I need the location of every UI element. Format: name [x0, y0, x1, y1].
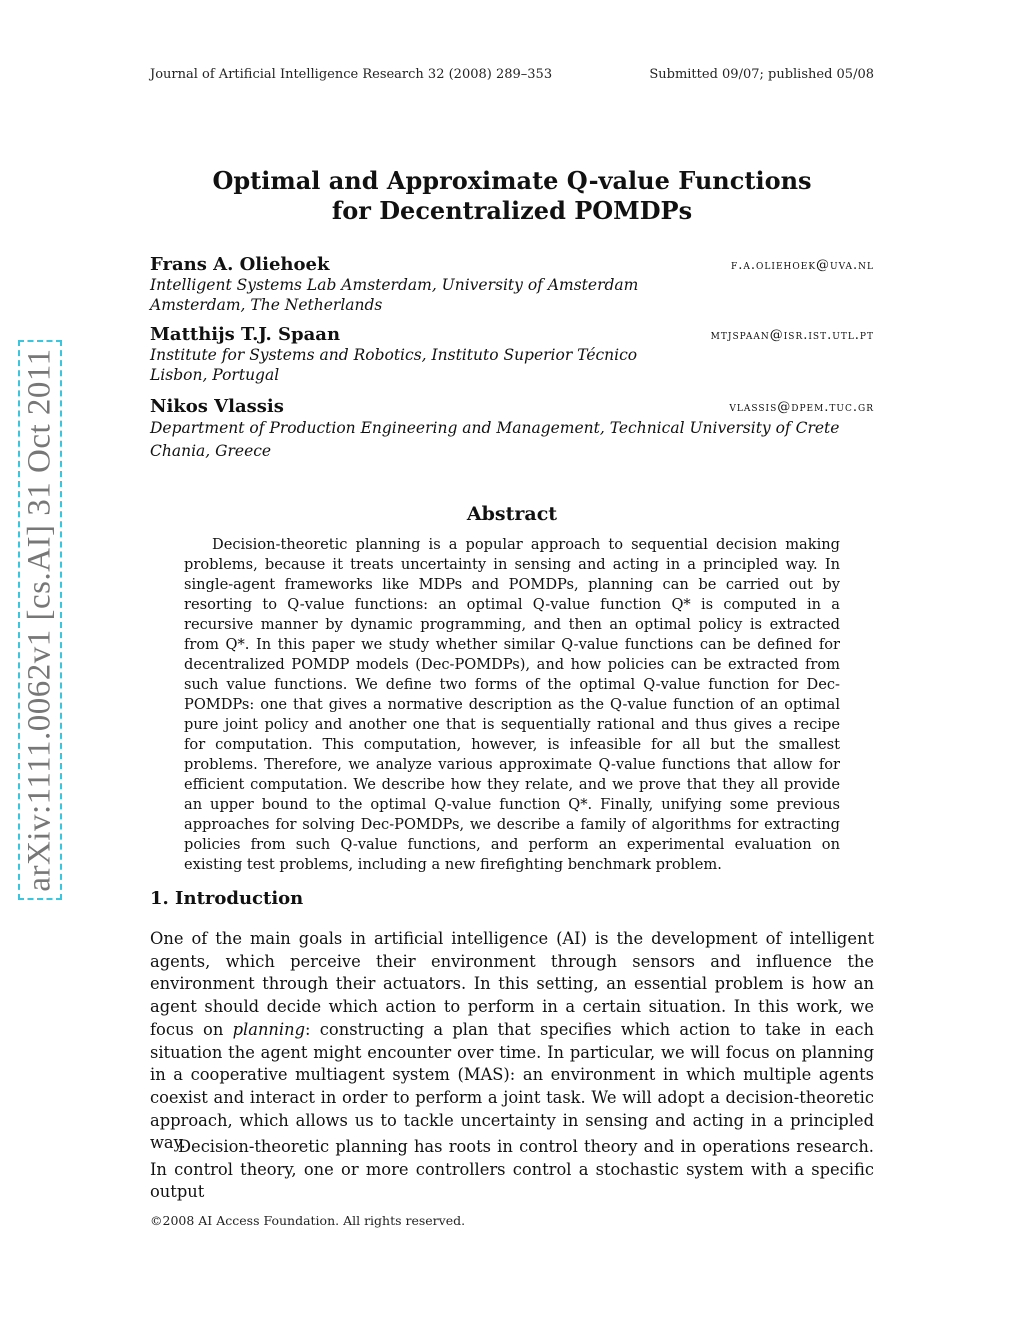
- arxiv-stamp-text: arXiv:1111.0062v1 [cs.AI] 31 Oct 2011: [21, 348, 58, 892]
- author-email[interactable]: f.a.oliehoek@uva.nl: [731, 258, 874, 273]
- author-name: Frans A. Oliehoek: [150, 254, 330, 275]
- author-location: Amsterdam, The Netherlands: [150, 296, 383, 314]
- title-line-1: Optimal and Approximate Q-value Functions: [212, 166, 812, 195]
- author-email[interactable]: vlassis@dpem.tuc.gr: [729, 400, 874, 415]
- author-location: Chania, Greece: [150, 442, 272, 460]
- section-heading-introduction: 1. Introduction: [150, 888, 304, 909]
- author-email[interactable]: mtjspaan@isr.ist.utl.pt: [710, 328, 874, 343]
- author-block: [150, 397, 874, 463]
- author-block: [150, 325, 874, 385]
- copyright-notice: ©2008 AI Access Foundation. All rights reserved.: [150, 1213, 466, 1228]
- author-affiliation: Department of Production Engineering and Management, Technical University of Crete: [150, 419, 840, 437]
- arxiv-stamp[interactable]: [18, 340, 62, 900]
- author-block: [150, 255, 874, 315]
- intro-paragraph-1: [150, 928, 874, 1155]
- author-name: Matthijs T.J. Spaan: [150, 324, 341, 345]
- abstract-heading: Abstract: [466, 503, 558, 525]
- paper-title: [150, 166, 874, 226]
- emphasis-planning: planning: [232, 1019, 306, 1039]
- intro-paragraph-2: Decision-theoretic planning has roots in control theory and in operations research. In control theory, one or more controllers control a stochastic system with a specific output: [150, 1137, 874, 1202]
- abstract-text: Decision-theoretic planning is a popular approach to sequential decision making problems, because it treats uncertainty in sensing and acting in a principled way. In single-agent frameworks like MDPs and POMDPs, planning can be carried out by resorting to Q-value functions: an optimal Q-value function Q* is computed in a recursive manner by dynamic programming, and then an optimal policy is extracted from Q*. In this paper we study whether similar Q-value functions can be defined for decentralized POMDP models (Dec-POMDPs), and how policies can be extracted from such value functions. We define two forms of the optimal Q-value function for Dec-POMDPs: one that gives a normative description as the Q-value function of an optimal pure joint policy and another one that is sequentially rational and thus gives a recipe for computation. This computation, however, is infeasible for all but the smallest problems. Therefore, we analyze various approximate Q-value functions that allow for efficient computation. We describe how they relate, and we prove that they all provide an upper bound to the optimal Q-value function Q*. Finally, unifying some previous approaches for solving Dec-POMDPs, we describe a family of algorithms for extracting policies from such Q-value functions, and perform an experimental evaluation on existing test problems, including a new firefighting benchmark problem.: [184, 536, 840, 873]
- submission-dates: Submitted 09/07; published 05/08: [649, 67, 874, 82]
- author-affiliation: Intelligent Systems Lab Amsterdam, University of Amsterdam: [150, 276, 639, 294]
- intro-p1-text-cont: : constructing a plan that specifies which action to take in each situation the agent might encounter over time. In particular, we will focus on planning in a cooperative multiagent system (MAS): an environment in which multiple agents coexist and interact in order to perform a joint task. We will adopt a decision-theoretic approach, which allows us to tackle uncertainty in sensing and acting in a principled way.: [150, 1019, 874, 1153]
- author-name: Nikos Vlassis: [150, 396, 284, 417]
- intro-p1-text: One of the main goals in artificial intelligence (AI) is the development of intelligent agents, which perceive their environment through sensors and influence the environment through their actuators. In this setting, an essential problem is how an agent should decide which action to perform in a certain situation. In this work, we focus on: [150, 929, 874, 1039]
- title-line-2: for Decentralized POMDPs: [331, 196, 693, 225]
- journal-header: Journal of Artificial Intelligence Research 32 (2008) 289–353: [150, 67, 553, 82]
- author-affiliation: Institute for Systems and Robotics, Instituto Superior Técnico: [150, 346, 638, 364]
- author-location: Lisbon, Portugal: [150, 366, 280, 384]
